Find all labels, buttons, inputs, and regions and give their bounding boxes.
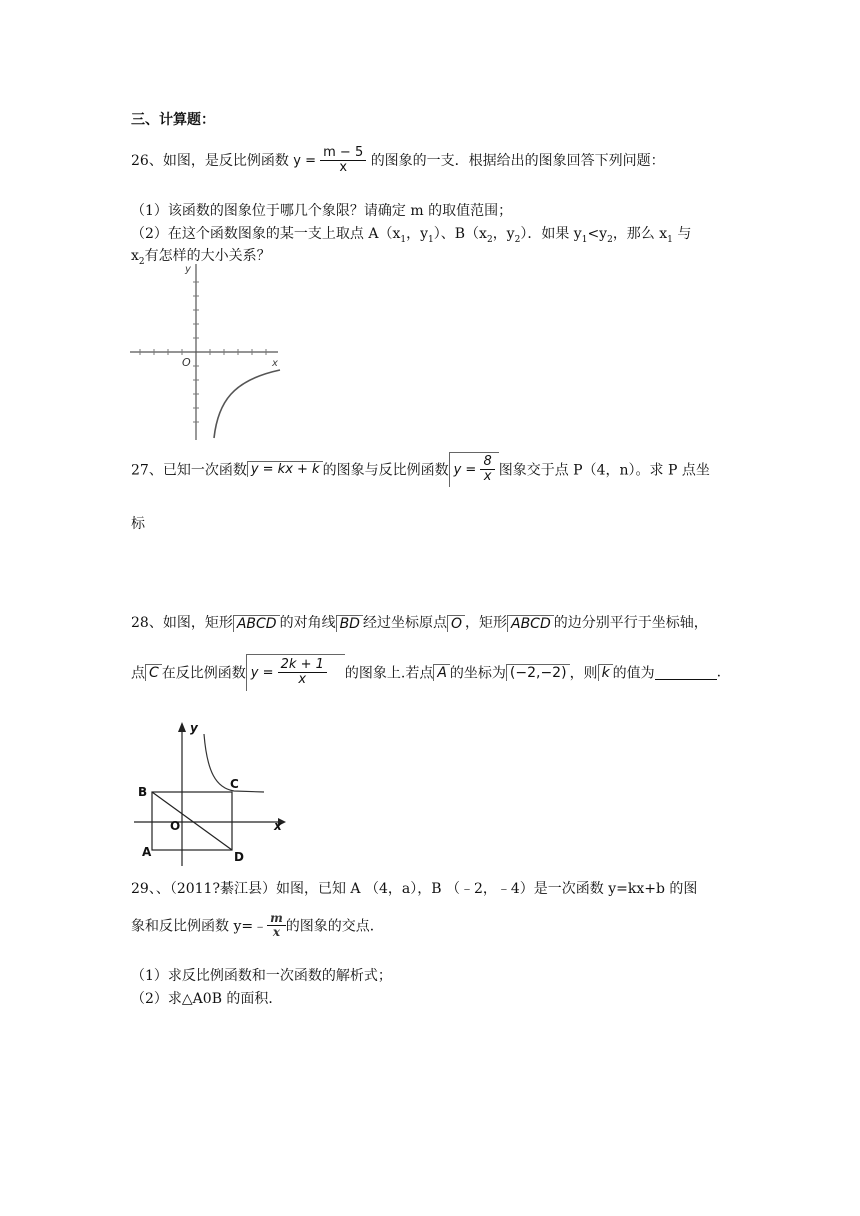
q26-formula-lhs: y = [293, 153, 316, 169]
q26-sub: 1 [667, 234, 673, 245]
q26-prefix: 26、如图，是反比例函数 [131, 152, 289, 169]
q26-part2-text-g: ，那么 x [612, 226, 668, 242]
q29-line2 [131, 912, 384, 939]
q28-inv-num: 2k + 1 [278, 658, 327, 673]
q26-part2-text-b: ，y [406, 226, 429, 242]
q28-label-d: D [234, 850, 244, 864]
q26-stem [131, 146, 665, 176]
q27-inv-den: x [483, 469, 492, 485]
q26-x-label: x [272, 358, 278, 369]
q26-part2-text-e: ）．如果 y [520, 226, 582, 242]
q28-inverse-formula [246, 654, 345, 691]
q29-line1: 29、、（2011?綦江县）如图，已知 A （4，a），B （﹣2，﹣4）是一次函数 y=kx+b 的图 [131, 881, 698, 897]
q27-prefix: 27、已知一次函数 [131, 462, 247, 479]
q27-inv-lhs: y = [453, 462, 477, 478]
q26-sub: 2 [138, 256, 145, 267]
q26-sub: 2 [607, 234, 613, 245]
q28-inv-den: x [298, 672, 307, 688]
q28-label-o: O [170, 819, 181, 833]
q29-part2: （2）求△A0B 的面积． [131, 991, 283, 1007]
q28-c: C [145, 664, 162, 681]
q28-l1-e: 的边分别平行于坐标轴， [553, 615, 708, 631]
section-title: 三、计算题： [131, 112, 215, 128]
q28-coord: (−2,−2) [506, 664, 570, 681]
q28-l2-c: 的图象上.若点 [344, 665, 434, 682]
q27-inv-fraction [480, 455, 494, 485]
q27-linear-formula: y = kx + k [247, 461, 323, 477]
q26-suffix: 的图象的一支．根据给出的图象回答下列问题： [370, 152, 665, 169]
q28-answer-blank[interactable] [655, 665, 717, 680]
q29-line2-b: 的图象的交点． [285, 918, 384, 935]
q27-stem [131, 452, 710, 487]
q26-fraction-den: x [339, 160, 348, 176]
q26-part2-line2-x: x [131, 248, 139, 264]
q26-sub: 1 [428, 234, 434, 245]
q26-part2-line2-text: 有怎样的大小关系？ [144, 248, 271, 264]
q29-line2-a: 象和反比例函数 y=﹣ [131, 918, 268, 935]
q26-origin-label: O [182, 356, 191, 369]
q27-suffix: 图象交于点 P（4，n）。求 P 点坐 [498, 462, 710, 479]
q26-part2-text-a: （2）在这个函数图象的某一支上取点 A（x [131, 226, 401, 242]
q29-frac-num: m [267, 912, 286, 926]
q28-l2-e: ，则 [569, 665, 598, 682]
q26-part2 [131, 223, 691, 245]
q28-label-b: B [138, 785, 148, 799]
q28-x-label: x [274, 819, 282, 833]
q26-sub: 2 [486, 234, 493, 245]
q26-fraction [320, 146, 366, 176]
q28-l2-f: 的值为 [612, 665, 655, 682]
q28-label-c: C [230, 777, 239, 791]
q26-part2-text-d: ，y [492, 226, 515, 242]
q29-fraction [267, 912, 286, 939]
q28-inv-lhs: y = [250, 665, 274, 681]
q28-k: k [598, 664, 613, 681]
q27-middle: 的图象与反比例函数 [322, 462, 449, 479]
q28-l1-a: 28、如图，矩形 [131, 615, 233, 631]
q26-formula [293, 146, 366, 176]
q28-l2-d: 的坐标为 [449, 665, 506, 682]
q26-graph [128, 262, 288, 442]
q26-fraction-num: m − 5 [320, 146, 366, 161]
q26-part2-text-h: 与 [672, 226, 692, 242]
q28-l1-d: ，矩形 [465, 615, 507, 631]
q26-sub: 1 [400, 234, 407, 245]
q28-line2 [131, 654, 721, 691]
q26-sub: 2 [514, 234, 521, 245]
q28-abcd: ABCD [233, 615, 280, 632]
q28-graph [130, 718, 290, 868]
q27-inverse-formula [449, 452, 499, 487]
q28-l2-g: . [716, 664, 722, 681]
q28-label-a: A [142, 845, 152, 859]
q29-part1: （1）求反比例函数和一次函数的解析式； [131, 968, 392, 984]
q28-o: O [447, 615, 465, 632]
q28-l2-b: 在反比例函数 [161, 665, 246, 682]
q29-frac-den: x [272, 925, 281, 940]
q28-abcd-2: ABCD [507, 615, 554, 632]
q28-line1 [131, 612, 708, 632]
q28-a: A [433, 664, 450, 681]
q26-sub: 1 [581, 234, 588, 245]
q28-l2-a: 点 [131, 665, 145, 682]
q26-curve [214, 370, 280, 438]
q26-part1: （1）该函数的图象位于哪几个象限？请确定 m 的取值范围； [131, 203, 513, 219]
q28-inv-fraction [278, 658, 327, 688]
q28-bd: BD [336, 615, 363, 632]
q27-line2: 标 [131, 516, 145, 532]
q28-l1-c: 经过坐标原点 [362, 615, 447, 631]
q26-y-label: y [185, 264, 191, 275]
q26-part2-text-c: ）、B（x [433, 226, 487, 242]
q26-part2-text-f: <y [587, 226, 608, 242]
q28-y-label: y [190, 721, 198, 735]
q27-inv-num: 8 [480, 455, 494, 470]
q28-l1-b: 的对角线 [279, 615, 336, 631]
